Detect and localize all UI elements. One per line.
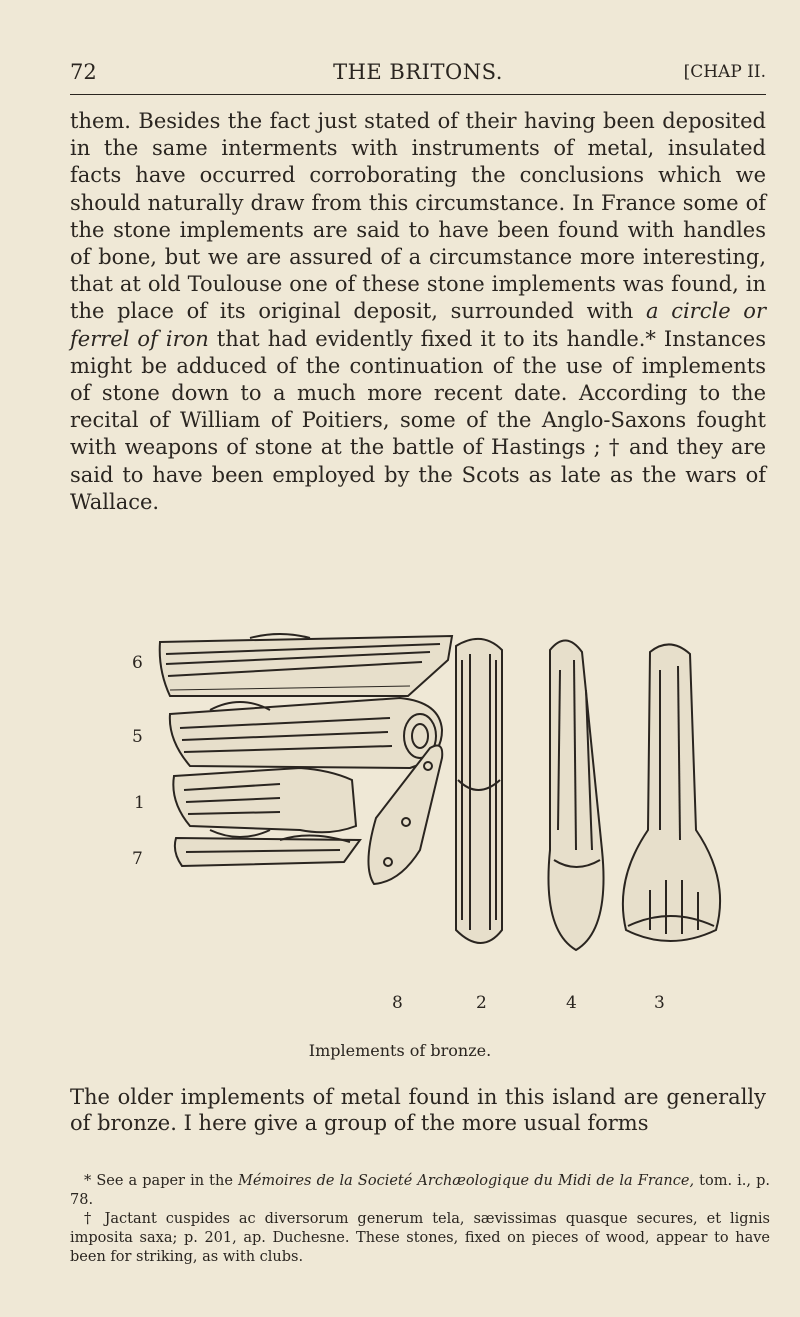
paragraph-1-italic: a circle or ferrel of iron (70, 299, 766, 351)
footnotes (70, 1172, 770, 1267)
footnote-2: † Jactant cuspides ac diversorum generum tela, sævissimas quasque secures, et lignis imposita saxa; p. 201, ap. Duchesne. These stones, fixed on pieces of wood, appear to have been for striking, as with clubs. (70, 1211, 770, 1265)
label-5: 5 (132, 727, 143, 747)
paragraph-1-start: them. Besides the fact just stated of their having been deposited in the same interments with instruments of metal, insulated facts have occurred corroborating the conclusions which we should naturally draw from this circumstance. In France some of the stone implements are said to have been found with handles of bone, but we are assured of a circumstance more interesting, that at old Toulouse one of these stone implements was found, in the place of its original deposit, surrounded with (70, 109, 766, 324)
paragraph-1 (70, 108, 766, 516)
chapter-label: [CHAP II. (683, 62, 766, 82)
label-1: 1 (134, 793, 145, 813)
label-6: 6 (132, 653, 143, 673)
bronze-implements-illustration (130, 630, 740, 1012)
implement-1-drawing (173, 768, 356, 837)
footnote-1-prefix: * See a paper in the (84, 1173, 238, 1189)
paragraph-1-end: that had evidently fixed it to its handle.* Instances might be adduced of the continuation of the use of implements of stone down to a much more recent date. According to the recital of William of Poitiers, some of the Anglo-Saxons fought with weapons of stone at the battle of Hastings ; † and they are said to have been employed by the Scots as late as the wars of Wallace. (70, 326, 766, 514)
implement-7-drawing (175, 835, 360, 866)
engraving-svg (130, 630, 740, 1012)
label-7: 7 (132, 849, 143, 869)
label-3: 3 (654, 993, 665, 1012)
footnote-1-suffix: tom. i., p. 78. (70, 1173, 771, 1208)
footnote-1 (70, 1172, 770, 1210)
label-4: 4 (566, 993, 577, 1012)
footnote-1-italic: Mémoires de la Societé Archæologique du Midi de la France, (238, 1173, 695, 1189)
running-title: THE BRITONS. (333, 60, 503, 84)
implement-5-drawing (170, 698, 442, 768)
figure-caption: Implements of bronze. (308, 1041, 492, 1060)
paragraph-2: The older implements of metal found in this island are generally of bronze. I here give a group of the more usual forms (70, 1085, 766, 1135)
running-header (70, 60, 766, 95)
implement-3-drawing (623, 644, 720, 941)
label-2: 2 (476, 993, 487, 1012)
implement-6-drawing (160, 634, 452, 696)
implement-2-drawing (456, 639, 502, 943)
implement-4-drawing (548, 640, 603, 950)
label-8: 8 (392, 993, 403, 1012)
page-number: 72 (70, 60, 97, 84)
